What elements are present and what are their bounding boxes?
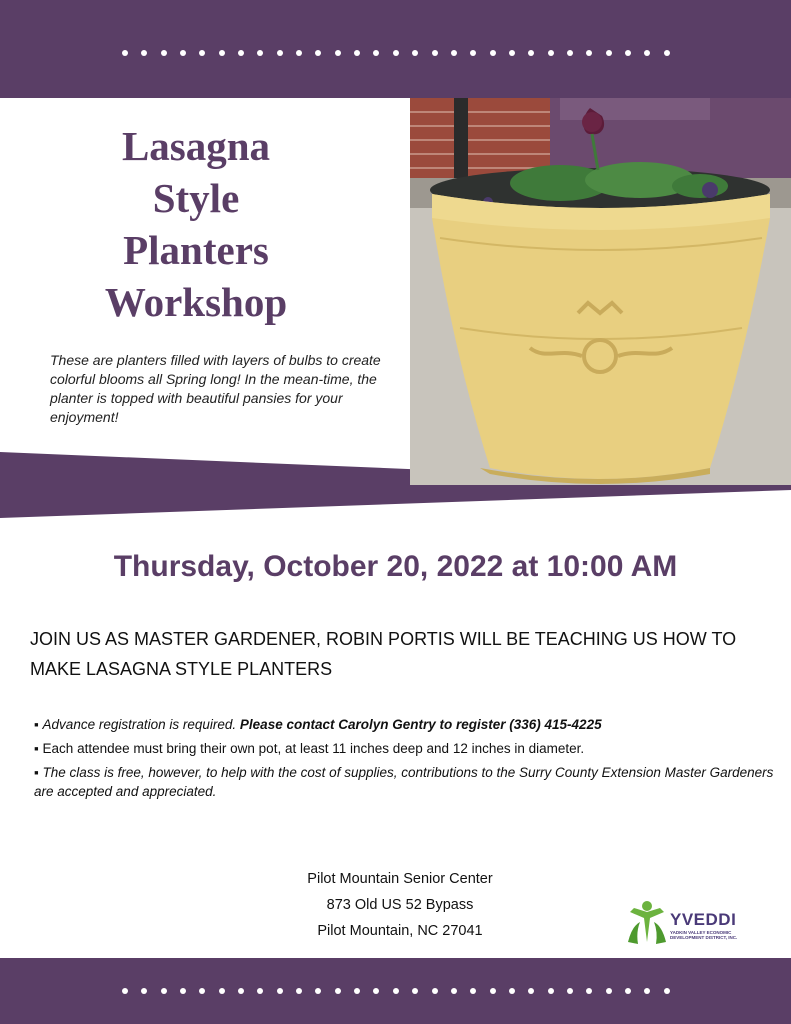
decorative-dot — [122, 988, 128, 994]
decorative-dot — [257, 988, 263, 994]
list-item: ▪ The class is free, however, to help with the cost of supplies, contributions to the Surry County Extension Master Gardeners are accepted and appreciated. — [34, 765, 774, 799]
decorative-dot — [528, 988, 534, 994]
decorative-dot — [509, 988, 515, 994]
decorative-dot — [257, 50, 263, 56]
decorative-dot — [412, 50, 418, 56]
decorative-dot — [238, 50, 244, 56]
planter-photo — [410, 98, 791, 485]
location-address — [250, 866, 550, 944]
decorative-dot — [644, 50, 650, 56]
decorative-dot — [470, 50, 476, 56]
details-list — [34, 715, 774, 806]
decorative-dot — [586, 50, 592, 56]
decorative-dot — [393, 50, 399, 56]
cost-note: The class is free, however, to help with the cost of supplies, contributions to the Surry County Extension Master Gardeners are accepted and appreciated. — [34, 765, 774, 799]
decorative-dot — [625, 50, 631, 56]
decorative-dot — [315, 988, 321, 994]
decorative-dot — [199, 988, 205, 994]
decorative-dot — [277, 988, 283, 994]
decorative-dot — [141, 50, 147, 56]
title-line: Planters — [123, 227, 269, 273]
decorative-dot — [354, 988, 360, 994]
logo-name: YVEDDI — [670, 910, 737, 929]
decorative-dot — [567, 988, 573, 994]
decorative-dot — [567, 50, 573, 56]
decorative-dot — [373, 50, 379, 56]
decorative-dot — [548, 988, 554, 994]
workshop-title — [60, 120, 332, 328]
decorative-dot — [412, 988, 418, 994]
yveddi-logo — [626, 900, 756, 948]
decorative-dot — [606, 988, 612, 994]
decorative-dot — [141, 988, 147, 994]
decorative-dot — [451, 50, 457, 56]
decorative-dot — [451, 988, 457, 994]
top-banner — [0, 0, 791, 98]
decorative-dot — [219, 50, 225, 56]
decorative-dot — [625, 988, 631, 994]
intro-text: These are planters filled with layers of bulbs to create colorful blooms all Spring long! In the mean-time, the planter is topped with beautiful pansies for your enjoyment! — [50, 352, 381, 425]
decorative-dot — [373, 988, 379, 994]
decorative-dot — [277, 50, 283, 56]
location-city: Pilot Mountain, NC 27041 — [317, 923, 483, 939]
event-datetime: Thursday, October 20, 2022 at 10:00 AM — [113, 550, 678, 583]
announcement-text: JOIN US AS MASTER GARDENER, ROBIN PORTIS WILL BE TEACHING US HOW TO MAKE LASAGNA STYLE PLANTERS — [30, 629, 737, 679]
bottom-dot-row — [122, 988, 670, 994]
decorative-dot — [509, 50, 515, 56]
decorative-dot — [238, 988, 244, 994]
decorative-dot — [490, 50, 496, 56]
decorative-dot — [335, 988, 341, 994]
decorative-dot — [432, 50, 438, 56]
decorative-dot — [161, 988, 167, 994]
list-item: ▪ Advance registration is required. Please contact Carolyn Gentry to register (336) 415-4225 — [34, 717, 602, 732]
decorative-dot — [528, 50, 534, 56]
bottom-banner — [0, 958, 791, 1024]
registration-contact: Please contact Carolyn Gentry to register (336) 415-4225 — [239, 717, 602, 732]
decorative-dot — [180, 50, 186, 56]
top-dot-row — [122, 50, 670, 56]
title-line: Workshop — [104, 279, 288, 325]
decorative-dot — [470, 988, 476, 994]
decorative-dot — [586, 988, 592, 994]
decorative-dot — [315, 50, 321, 56]
title-line: Lasagna — [121, 123, 271, 169]
list-item: ▪ Each attendee must bring their own pot, at least 11 inches deep and 12 inches in diameter. — [34, 741, 585, 756]
decorative-dot — [296, 50, 302, 56]
decorative-dot — [548, 50, 554, 56]
decorative-dot — [393, 988, 399, 994]
decorative-dot — [432, 988, 438, 994]
decorative-dot — [122, 50, 128, 56]
decorative-dot — [219, 988, 225, 994]
location-name: Pilot Mountain Senior Center — [307, 871, 493, 887]
decorative-dot — [644, 988, 650, 994]
decorative-dot — [490, 988, 496, 994]
decorative-dot — [335, 50, 341, 56]
pot-requirement: Each attendee must bring their own pot, at least 11 inches deep and 12 inches in diameter. — [42, 741, 585, 756]
decorative-dot — [664, 50, 670, 56]
decorative-dot — [606, 50, 612, 56]
decorative-dot — [199, 50, 205, 56]
location-street: 873 Old US 52 Bypass — [326, 897, 474, 913]
registration-intro: Advance registration is required. — [42, 717, 237, 732]
title-line: Style — [152, 175, 240, 221]
decorative-dot — [161, 50, 167, 56]
decorative-dot — [664, 988, 670, 994]
decorative-dot — [180, 988, 186, 994]
logo-subtitle: YADKIN VALLEY ECONOMIC DEVELOPMENT DISTRICT, INC. — [670, 930, 738, 940]
decorative-dot — [354, 50, 360, 56]
decorative-dot — [296, 988, 302, 994]
yveddi-logo-icon — [626, 900, 668, 946]
